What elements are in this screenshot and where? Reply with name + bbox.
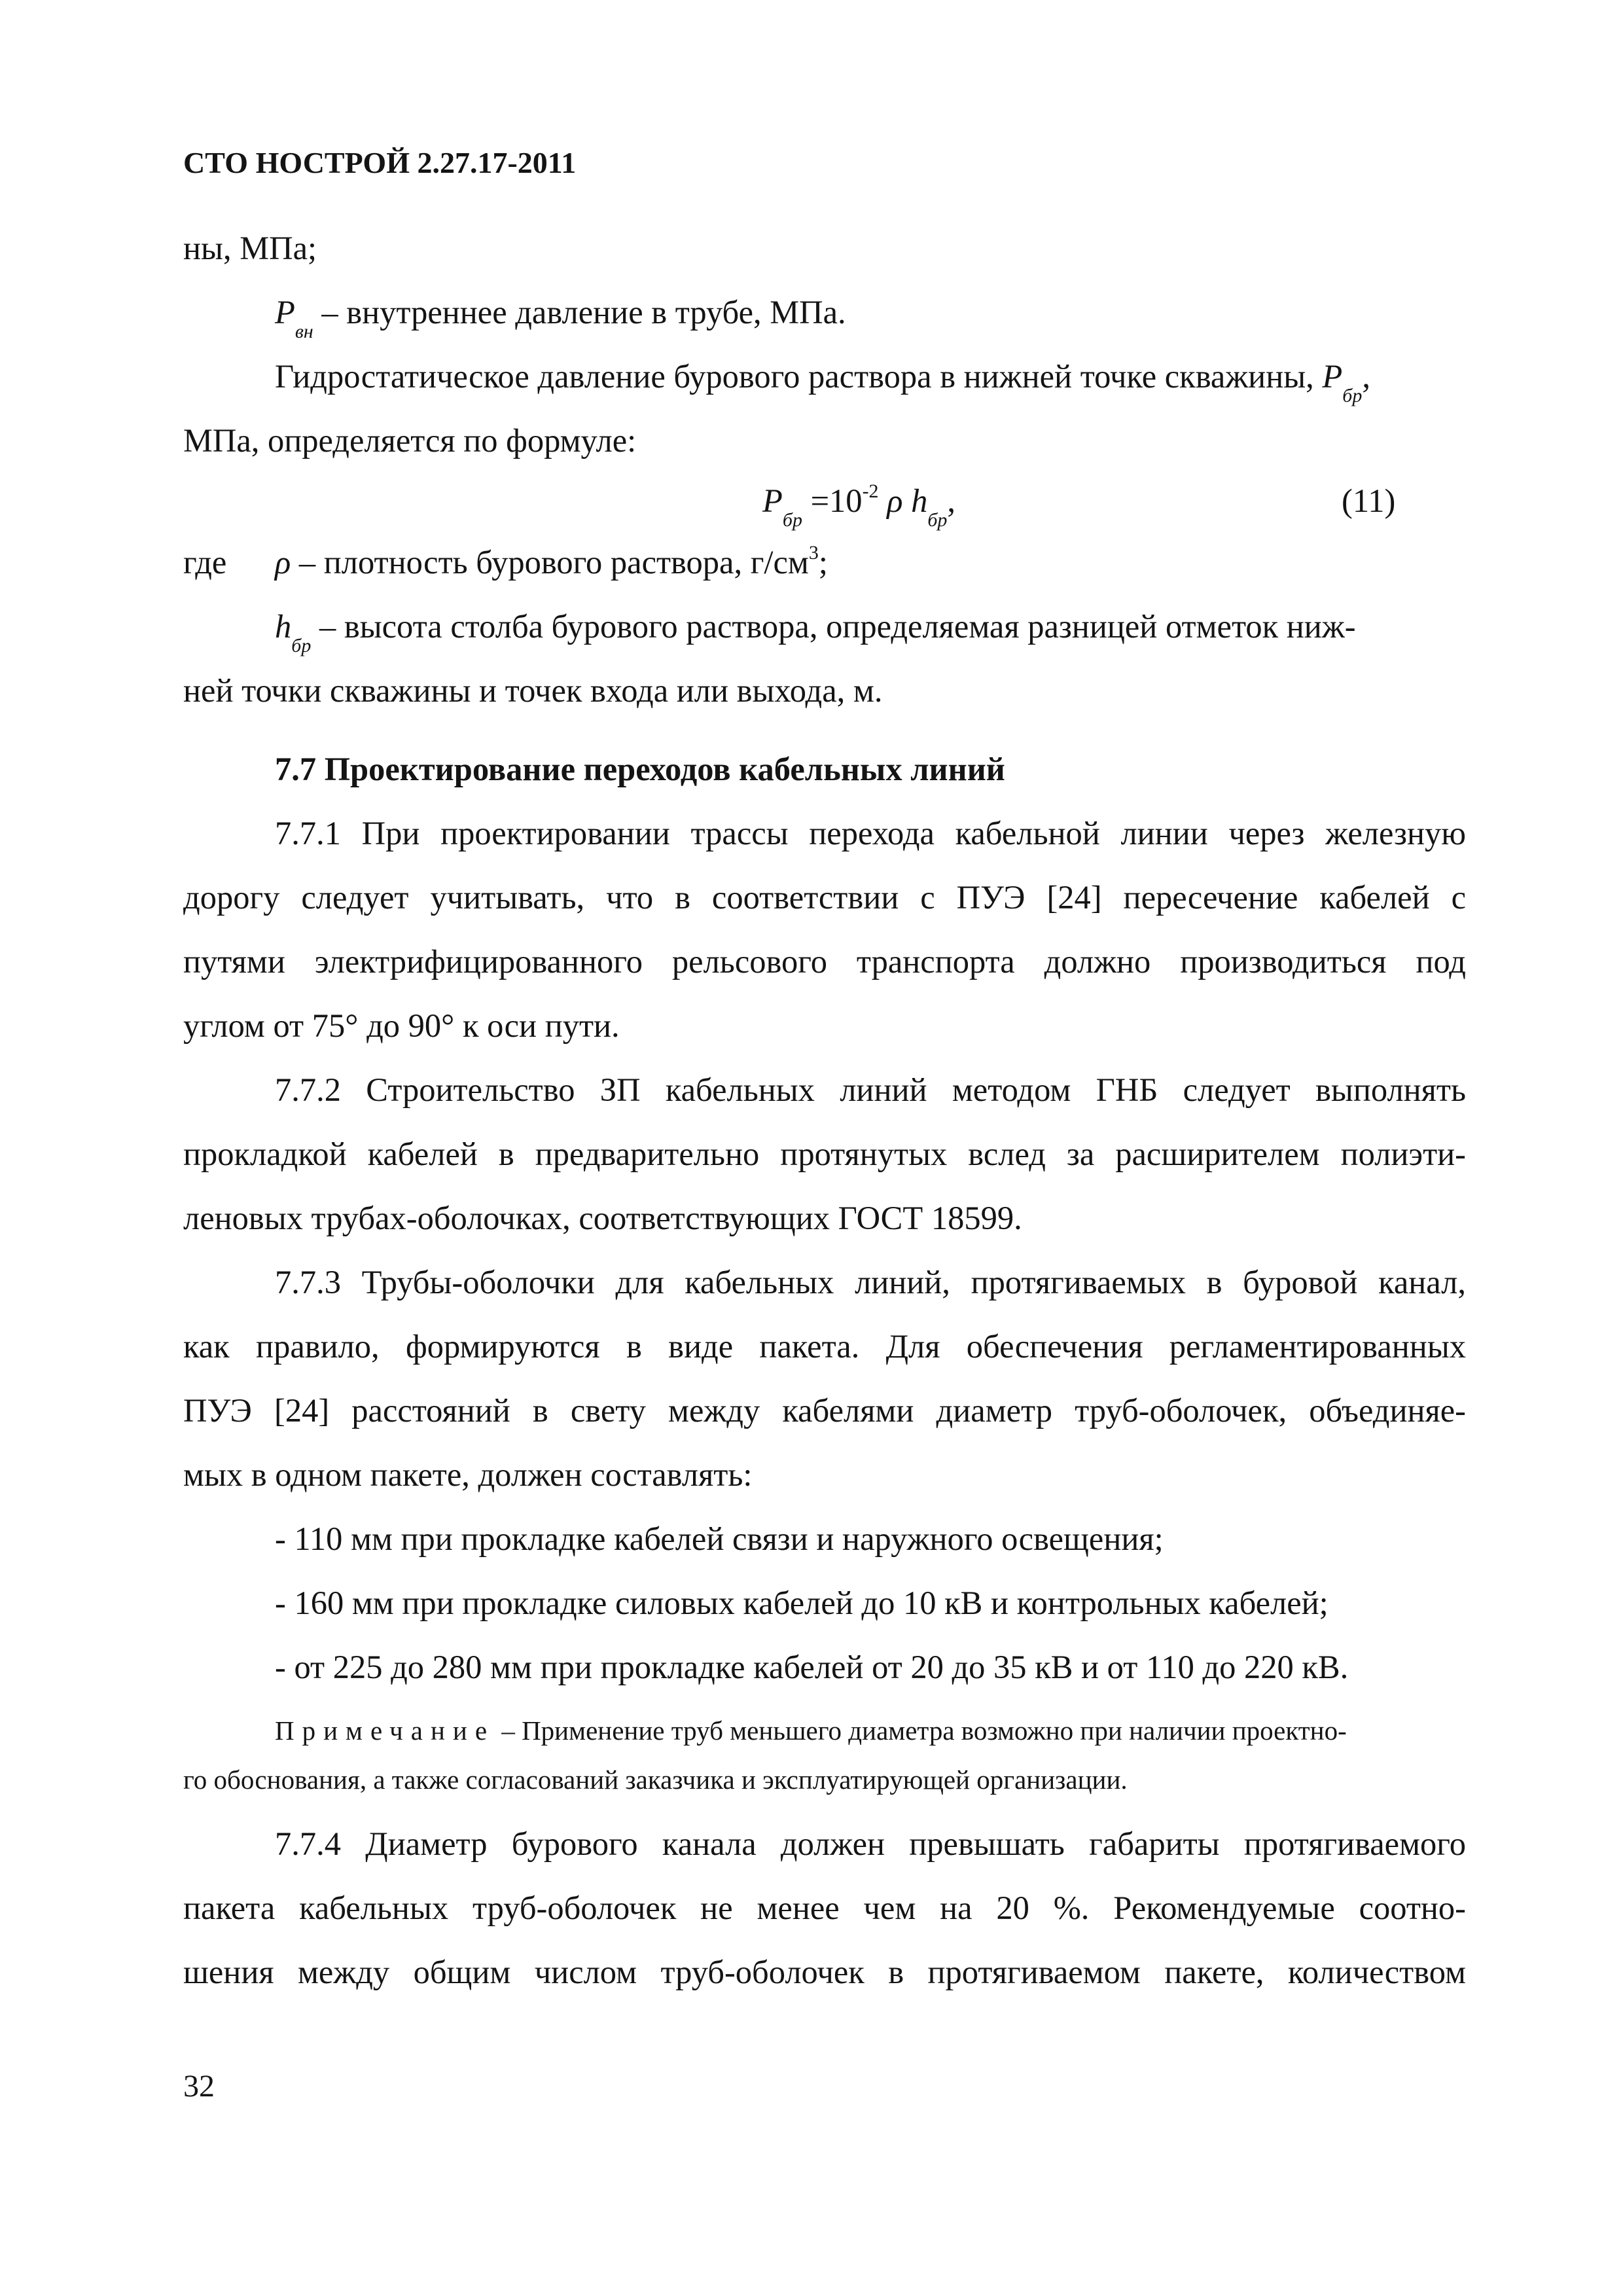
page-number: 32	[183, 2069, 215, 2104]
paragraph-line: 7.7.1 При проектировании трассы перехода кабельной линии через железную	[275, 815, 1466, 852]
text-fragment: – высота столба бурового раствора, определяемая разницей отметок ниж-	[311, 608, 1356, 645]
text-fragment: =10	[802, 482, 863, 519]
paragraph-line: ПУЭ [24] расстояний в свету между кабелями диаметр труб-оболочек, объединяе-	[183, 1392, 1466, 1429]
text-line: ней точки скважины и точек входа или выхода, м.	[183, 672, 883, 709]
text-fragment: – плотность бурового раствора, г/см	[291, 544, 809, 581]
paragraph-line: 7.7.2 Строительство ЗП кабельных линий методом ГНБ следует выполнять	[275, 1071, 1466, 1108]
subscript: бр	[1342, 385, 1363, 406]
text-fragment: ,	[947, 482, 956, 519]
paragraph-line: углом от 75° до 90° к оси пути.	[183, 1007, 620, 1044]
note-line: го обоснования, а также согласований заказчика и эксплуатирующей организации.	[183, 1765, 1128, 1795]
text-line	[275, 358, 1370, 406]
text-line: МПа, определяется по формуле:	[183, 422, 637, 459]
paragraph-line: пакета кабельных труб-оболочек не менее чем на 20 %. Рекомендуемые соотно-	[183, 1890, 1466, 1926]
symbol: P	[762, 482, 783, 519]
symbol: h	[911, 482, 928, 519]
text-fragment: ;	[818, 544, 828, 581]
note-label: Примечание	[275, 1715, 495, 1746]
paragraph-line: шения между общим числом труб-оболочек в протягиваемом пакете, количеством	[183, 1954, 1466, 1990]
subscript: бр	[927, 509, 948, 531]
text-fragment: – внутреннее давление в трубе, МПа.	[321, 294, 846, 331]
paragraph-line: как правило, формируются в виде пакета. Для обеспечения регламентированных	[183, 1328, 1466, 1365]
list-item: - 110 мм при прокладке кабелей связи и наружного освещения;	[275, 1520, 1164, 1557]
note-line	[275, 1715, 1347, 1746]
superscript: -2	[862, 480, 879, 502]
list-item: - от 225 до 280 мм при прокладке кабелей от 20 до 35 кВ и от 110 до 220 кВ.	[275, 1649, 1349, 1685]
text-line	[275, 542, 828, 581]
text-line: где	[183, 544, 227, 581]
formula	[762, 480, 956, 531]
subscript: бр	[291, 635, 312, 656]
section-heading: 7.7 Проектирование переходов кабельных линий	[275, 751, 1005, 787]
text-line: ны, МПа;	[183, 230, 317, 266]
paragraph-line: 7.7.3 Трубы-оболочки для кабельных линий, протягиваемых в буровой канал,	[275, 1264, 1466, 1300]
list-item: - 160 мм при прокладке силовых кабелей до 10 кВ и контрольных кабелей;	[275, 1585, 1329, 1621]
paragraph-line: прокладкой кабелей в предварительно протянутых вслед за расширителем полиэти-	[183, 1136, 1466, 1172]
paragraph-line: леновых трубах-оболочках, соответствующих ГОСТ 18599.	[183, 1200, 1022, 1236]
subscript: бр	[782, 509, 802, 531]
text-line	[275, 294, 846, 342]
text-fragment: Гидростатическое давление бурового раствора в нижней точке скважины,	[275, 358, 1314, 395]
paragraph-line: дорогу следует учитывать, что в соответствии с ПУЭ [24] пересечение кабелей с	[183, 879, 1466, 916]
symbol: P	[1322, 358, 1343, 395]
symbol: h	[275, 608, 292, 645]
paragraph-line: мых в одном пакете, должен составлять:	[183, 1456, 753, 1493]
symbol: ρ	[887, 482, 903, 519]
paragraph-line: путями электрифицированного рельсового транспорта должно производиться под	[183, 943, 1466, 980]
superscript: 3	[808, 542, 819, 564]
subscript: вн	[294, 321, 313, 342]
text-line	[275, 608, 1356, 656]
symbol: P	[275, 294, 295, 331]
symbol: ρ	[275, 544, 291, 581]
formula-number: (11)	[1342, 482, 1396, 519]
document-header: СТО НОСТРОЙ 2.27.17-2011	[183, 146, 577, 179]
paragraph-line: 7.7.4 Диаметр бурового канала должен превышать габариты протягиваемого	[275, 1825, 1466, 1862]
text-fragment: ,	[1362, 358, 1370, 395]
note-text: – Применение труб меньшего диаметра возможно при наличии проектно-	[495, 1715, 1347, 1746]
